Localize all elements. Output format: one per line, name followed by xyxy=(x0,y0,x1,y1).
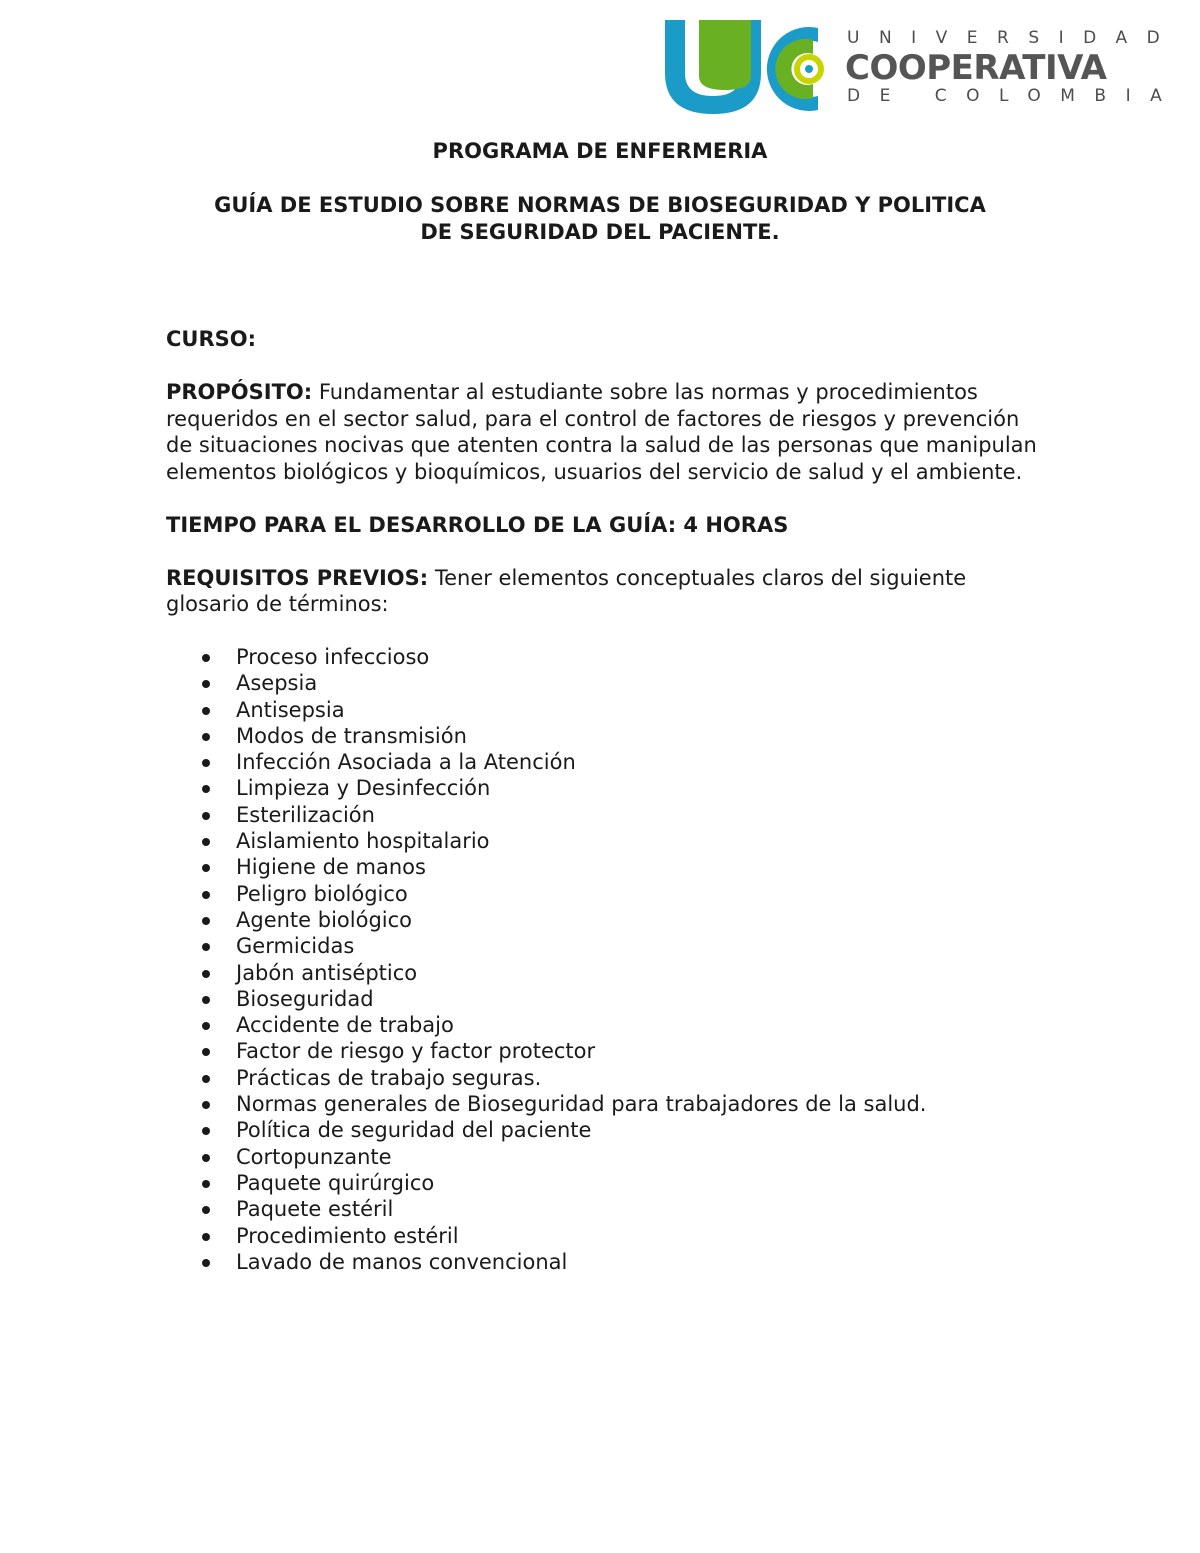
glossary-term: Cortopunzante xyxy=(236,1144,392,1169)
bullet-icon xyxy=(202,733,210,741)
list-item xyxy=(166,670,1046,696)
glossary-term: Factor de riesgo y factor protector xyxy=(236,1039,596,1064)
bullet-icon xyxy=(202,759,210,767)
bullet-icon xyxy=(202,838,210,846)
list-item xyxy=(166,881,1046,907)
glossary-term: Infección Asociada a la Atención xyxy=(236,750,576,775)
tiempo-label: TIEMPO PARA EL DESARROLLO DE LA GUÍA: 4 HORAS xyxy=(166,512,789,537)
glossary-term: Limpieza y Desinfección xyxy=(236,776,491,801)
bullet-icon xyxy=(202,654,210,662)
bullet-icon xyxy=(202,1101,210,1109)
list-item xyxy=(166,1170,1046,1196)
glossary-term: Antisepsia xyxy=(236,697,345,722)
curso-label xyxy=(166,326,1046,353)
requisitos-paragraph xyxy=(166,565,1046,618)
list-item xyxy=(166,1091,1046,1117)
list-item xyxy=(166,986,1046,1012)
glossary-term: Lavado de manos convencional xyxy=(236,1249,568,1274)
list-item xyxy=(166,644,1046,670)
glossary-term: Prácticas de trabajo seguras. xyxy=(236,1065,542,1090)
glossary-term: Proceso infeccioso xyxy=(236,645,430,669)
bullet-icon xyxy=(202,1206,210,1214)
document-body xyxy=(166,326,1046,1275)
logo-wordmark xyxy=(845,28,1182,106)
bullet-icon xyxy=(202,1127,210,1135)
guide-title-line2: DE SEGURIDAD DEL PACIENTE. xyxy=(420,220,780,244)
glossary-term: Agente biológico xyxy=(236,907,413,932)
glossary-term: Germicidas xyxy=(236,934,355,959)
glossary-term: Paquete estéril xyxy=(236,1197,394,1222)
list-item xyxy=(166,1065,1046,1091)
glossary-term: Accidente de trabajo xyxy=(236,1013,454,1038)
glossary-term: Bioseguridad xyxy=(236,986,374,1011)
requisitos-label: REQUISITOS PREVIOS: xyxy=(166,565,429,590)
bullet-icon xyxy=(202,917,210,925)
bullet-icon xyxy=(202,891,210,899)
glossary-term: Modos de transmisión xyxy=(236,723,467,748)
uc-logo-mark xyxy=(663,18,833,120)
list-item xyxy=(166,802,1046,828)
glossary-term: Política de seguridad del paciente xyxy=(236,1118,592,1143)
tiempo-heading xyxy=(166,512,1046,539)
guide-title xyxy=(0,192,1200,246)
list-item xyxy=(166,1196,1046,1222)
bullet-icon xyxy=(202,785,210,793)
list-item xyxy=(166,1249,1046,1275)
glossary-term: Aislamiento hospitalario xyxy=(236,829,490,854)
list-item xyxy=(166,1038,1046,1064)
guide-title-line1: GUÍA DE ESTUDIO SOBRE NORMAS DE BIOSEGURIDAD Y POLITICA xyxy=(214,193,986,217)
list-item xyxy=(166,933,1046,959)
glossary-term: Normas generales de Bioseguridad para trabajadores de la salud. xyxy=(236,1092,927,1117)
bullet-icon xyxy=(202,1154,210,1162)
glossary-term: Procedimiento estéril xyxy=(236,1223,459,1248)
list-item xyxy=(166,697,1046,723)
list-item xyxy=(166,1012,1046,1038)
bullet-icon xyxy=(202,943,210,951)
bullet-icon xyxy=(202,1259,210,1267)
logo-line-cooperativa: COOPERATIVA xyxy=(845,48,1107,88)
glossary-term: Peligro biológico xyxy=(236,881,408,906)
bullet-icon xyxy=(202,970,210,978)
list-item xyxy=(166,854,1046,880)
glossary-list xyxy=(166,644,1046,1275)
bullet-icon xyxy=(202,864,210,872)
glossary-term: Higiene de manos xyxy=(236,855,426,880)
bullet-icon xyxy=(202,996,210,1004)
list-item xyxy=(166,1144,1046,1170)
list-item xyxy=(166,960,1046,986)
glossary-term: Paquete quirúrgico xyxy=(236,1170,435,1195)
list-item xyxy=(166,1117,1046,1143)
bullet-icon xyxy=(202,707,210,715)
bullet-icon xyxy=(202,680,210,688)
glossary-term: Jabón antiséptico xyxy=(236,960,418,985)
university-logo xyxy=(663,18,1182,120)
list-item xyxy=(166,828,1046,854)
proposito-text: Fundamentar al estudiante sobre las normas y procedimientos requeridos en el sector salud, para el control de factores de riesgos y prevención de situaciones nocivas que atenten contra la salud de las personas que manipulan elementos biológicos y bioquímicos, usuarios del servicio de salud y el ambiente. xyxy=(166,380,1037,484)
program-title: PROGRAMA DE ENFERMERIA xyxy=(432,139,768,163)
logo-line-universidad: UNIVERSIDAD xyxy=(847,28,1180,48)
requisitos-text: Tener elementos conceptuales claros del siguiente glosario de términos: xyxy=(166,565,967,616)
curso-label-text: CURSO: xyxy=(166,327,257,351)
glossary-term: Asepsia xyxy=(236,671,318,696)
list-item xyxy=(166,749,1046,775)
list-item xyxy=(166,723,1046,749)
bullet-icon xyxy=(202,1022,210,1030)
bullet-icon xyxy=(202,1180,210,1188)
glossary-term: Esterilización xyxy=(236,802,375,827)
bullet-icon xyxy=(202,1233,210,1241)
proposito-paragraph xyxy=(166,379,1046,485)
logo-line-de-colombia: DE COLOMBIA xyxy=(847,86,1182,106)
list-item xyxy=(166,907,1046,933)
bullet-icon xyxy=(202,812,210,820)
list-item xyxy=(166,1223,1046,1249)
bullet-icon xyxy=(202,1075,210,1083)
proposito-label: PROPÓSITO: xyxy=(166,380,313,404)
list-item xyxy=(166,775,1046,801)
bullet-icon xyxy=(202,1048,210,1056)
